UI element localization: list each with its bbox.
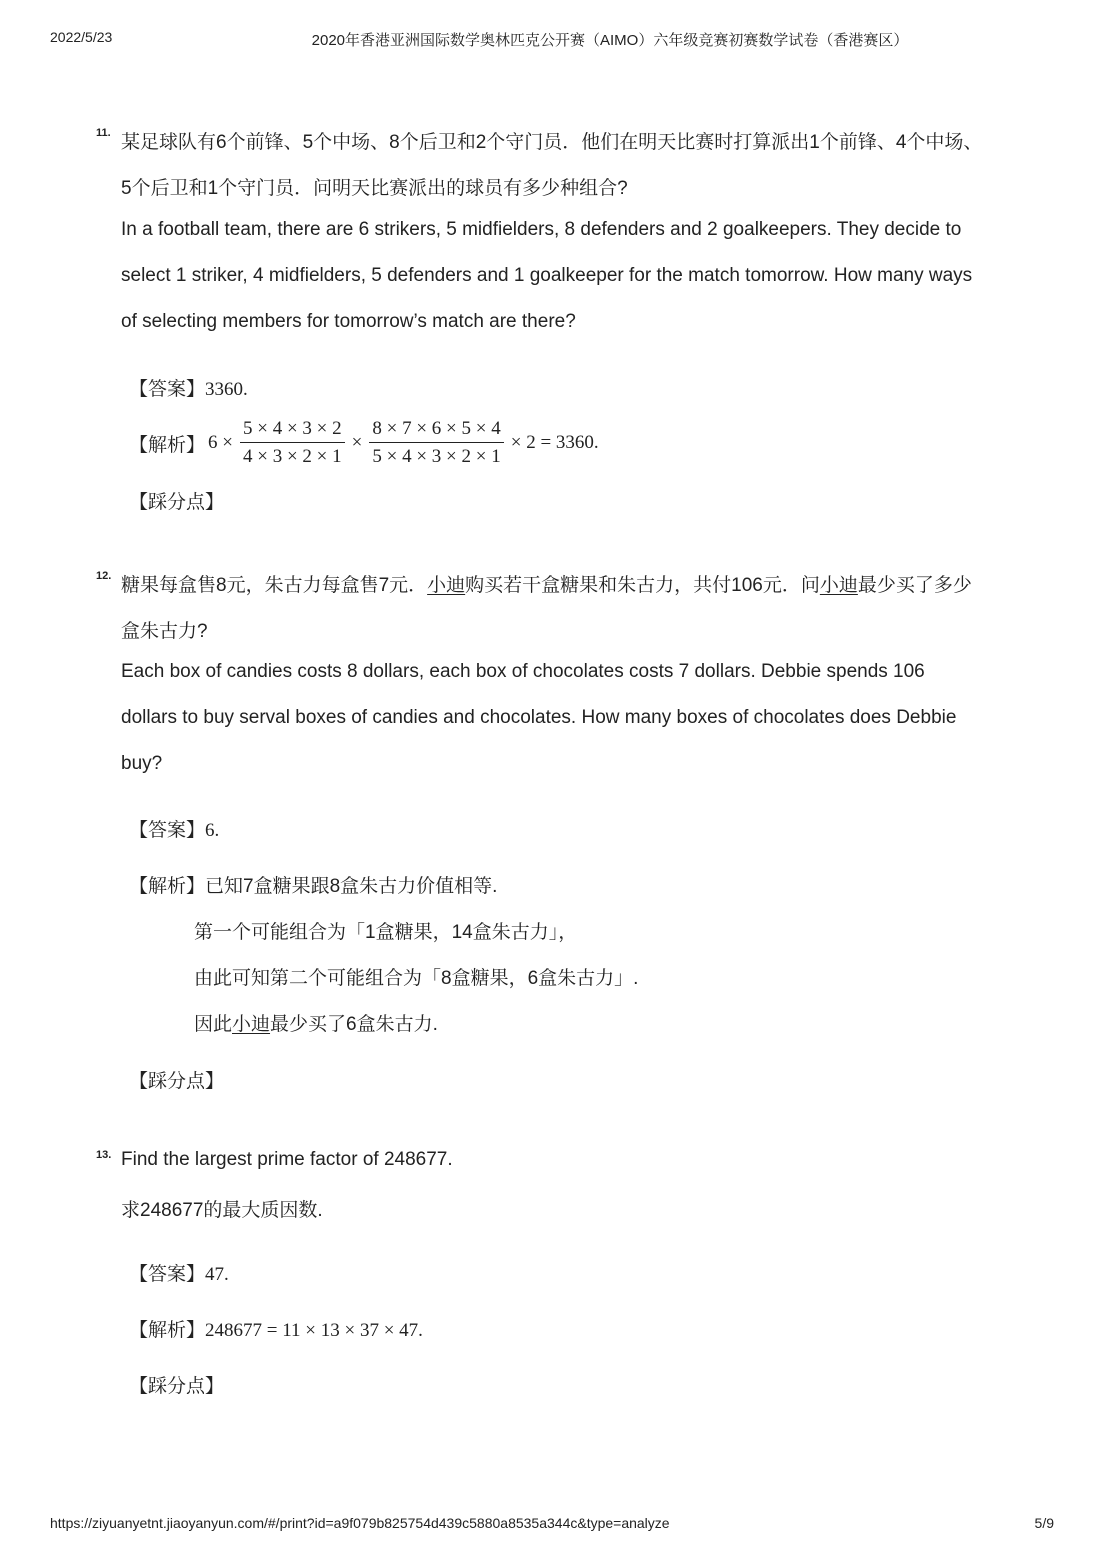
answer-label: 【答案】: [129, 379, 206, 400]
q12-solution-4-part-1: 因此: [194, 1014, 233, 1035]
q13-solution-value: 248677 = 11 × 13 × 37 × 47.: [205, 1320, 423, 1341]
q12-solution-line-1: [129, 871, 497, 898]
q12-name-1: 小迪: [427, 575, 466, 596]
footer-url: https://ziyuanyetnt.jiaoyanyun.com/#/print?id=a9f079b825754d439c5880a8535a344c&type=analyze: [50, 1515, 670, 1531]
q12-solution-line-4: [194, 1009, 438, 1036]
q11-english-line-2: select 1 striker, 4 midfielders, 5 defenders and 1 goalkeeper for the match tomorrow. How many ways: [121, 265, 973, 286]
q13-chinese-line-1: 求248677的最大质因数.: [121, 1200, 323, 1221]
q11-solution-times: ×: [351, 432, 363, 453]
q11-fraction-2-numerator: 8 × 7 × 6 × 5 × 4: [369, 418, 503, 443]
q13-answer: [129, 1259, 229, 1286]
q11-chinese-line-1: 某足球队有6个前锋、5个中场、8个后卫和2个守门员．他们在明天比赛时打算派出1个前锋、4个中场、: [121, 132, 983, 153]
question-number-11: 11.: [96, 127, 111, 139]
analysis-label: 【解析】: [129, 876, 206, 897]
q13-english-line-1: Find the largest prime factor of 248677.: [121, 1149, 453, 1170]
footer-page-number: 5/9: [1034, 1515, 1054, 1531]
q12-scoring-label: 【踩分点】: [129, 1071, 225, 1092]
q12-solution-line-3: 由此可知第二个可能组合为「8盒糖果，6盒朱古力」.: [194, 968, 639, 989]
analysis-label: 【解析】: [129, 1320, 206, 1341]
q12-name-2: 小迪: [819, 575, 858, 596]
q11-answer: [129, 374, 248, 401]
q12-chinese-part-1: 糖果每盒售8元，朱古力每盒售7元．: [121, 575, 428, 596]
q11-solution: [129, 418, 602, 468]
q12-english-line-2: dollars to buy serval boxes of candies and chocolates. How many boxes of chocolates does Debbie: [121, 707, 957, 728]
q11-scoring-label: 【踩分点】: [129, 492, 225, 513]
answer-label: 【答案】: [129, 820, 206, 841]
q11-fraction-1: [240, 418, 345, 468]
header-title: 2020年香港亚洲国际数学奥林匹克公开赛（AIMO）六年级竞赛初赛数学试卷（香港赛区）: [311, 32, 909, 49]
analysis-label: 【解析】: [129, 434, 206, 456]
q12-solution-line-2: 第一个可能组合为「1盒糖果，14盒朱古力」，: [194, 922, 578, 943]
question-number-13: 13.: [96, 1149, 112, 1161]
q12-chinese-line-1: [121, 570, 972, 597]
q11-english-line-3: of selecting members for tomorrow’s match are there?: [121, 311, 576, 332]
q11-fraction-2: [369, 418, 503, 468]
q12-name-3: 小迪: [232, 1014, 271, 1035]
q11-solution-tail: × 2 = 3360.: [510, 432, 599, 453]
q12-chinese-line-2: 盒朱古力?: [121, 621, 208, 642]
q12-answer-value: 6.: [205, 820, 220, 841]
q11-chinese-line-2: 5个后卫和1个守门员．问明天比赛派出的球员有多少种组合?: [121, 178, 628, 199]
q12-solution-text-1: 已知7盒糖果跟8盒朱古力价值相等.: [205, 876, 498, 897]
q11-solution-lead: 6 ×: [208, 432, 233, 453]
q12-english-line-3: buy?: [121, 753, 163, 774]
q11-fraction-2-denominator: 5 × 4 × 3 × 2 × 1: [372, 446, 501, 467]
q13-solution: [129, 1315, 423, 1342]
q11-answer-value: 3360.: [205, 379, 248, 400]
question-number-12: 12.: [96, 570, 112, 582]
q12-chinese-part-2: 购买若干盒糖果和朱古力，共付106元．问: [465, 575, 820, 596]
q11-fraction-1-numerator: 5 × 4 × 3 × 2: [240, 418, 345, 443]
answer-label: 【答案】: [129, 1264, 206, 1285]
q12-solution-4-part-2: 最少买了6盒朱古力.: [270, 1014, 438, 1035]
q11-english-line-1: In a football team, there are 6 strikers, 5 midfielders, 8 defenders and 2 goalkeepers. They decide to: [121, 219, 962, 240]
q13-answer-value: 47.: [205, 1264, 229, 1285]
q11-fraction-1-denominator: 4 × 3 × 2 × 1: [242, 446, 342, 467]
q12-english-line-1: Each box of candies costs 8 dollars, each box of chocolates costs 7 dollars. Debbie spends 106: [121, 661, 925, 682]
q13-scoring-label: 【踩分点】: [129, 1376, 225, 1397]
q12-answer: [129, 815, 219, 842]
header-date: 2022/5/23: [50, 29, 113, 45]
q12-chinese-part-3: 最少买了多少: [857, 575, 972, 596]
